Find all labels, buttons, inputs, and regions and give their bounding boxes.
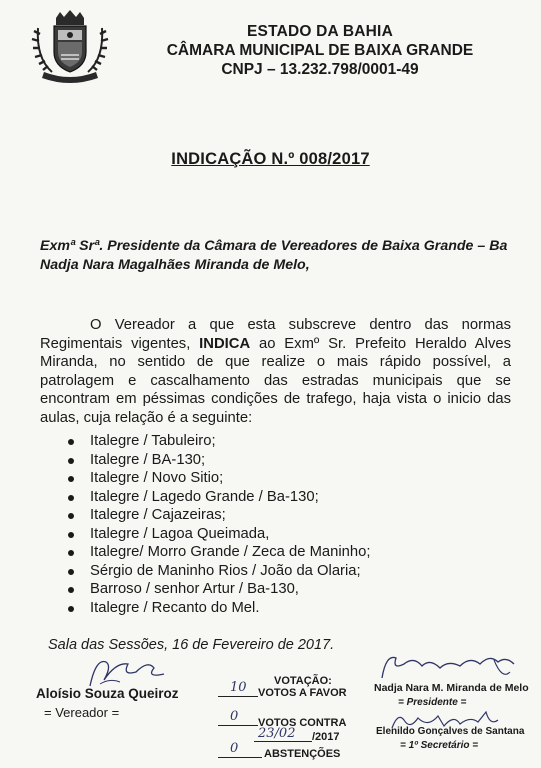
list-item: Italegre / Cajazeiras; — [64, 506, 484, 525]
vote-date-year: /2017 — [312, 731, 340, 743]
bullet-icon — [68, 513, 74, 519]
chamber-name: CÂMARA MUNICIPAL DE BAIXA GRANDE — [166, 42, 474, 59]
road-list — [64, 432, 484, 617]
bullet-icon — [68, 439, 74, 445]
voting-title: VOTAÇÃO: — [274, 675, 332, 687]
list-item: Italegre / BA-130; — [64, 451, 484, 470]
bullet-icon — [68, 495, 74, 501]
votes-abst-label: ABSTENÇÕES — [264, 748, 341, 760]
votes-abst-value: 0 — [230, 741, 239, 756]
state-name: ESTADO DA BAHIA — [247, 23, 393, 40]
favor-line — [218, 696, 258, 697]
list-item: Italegre / Lagoa Queimada, — [64, 525, 484, 544]
addressee-line-1: Exmª Srª. Presidente da Câmara de Vereadores de Baixa Grande – Ba — [40, 238, 508, 254]
bullet-icon — [68, 569, 74, 575]
votes-contra-label: VOTOS CONTRA — [258, 717, 347, 729]
votes-favor-label: VOTOS A FAVOR — [258, 687, 347, 699]
bullet-icon — [68, 476, 74, 482]
list-item: Sérgio de Maninho Rios / João da Olaria; — [64, 562, 484, 581]
list-item: Barroso / senhor Artur / Ba-130, — [64, 580, 484, 599]
author-name: Aloísio Souza Queiroz — [36, 686, 179, 701]
session-date: Sala das Sessões, 16 de Fevereiro de 2017. — [48, 637, 335, 653]
votes-contra-value: 0 — [230, 709, 239, 724]
coat-of-arms-icon — [28, 10, 112, 84]
list-item: Italegre / Recanto do Mel. — [64, 599, 484, 618]
contra-line — [218, 725, 258, 726]
vote-date-handwritten: 23/02 — [258, 726, 296, 741]
body-text-2: ao Exmº Sr. Prefeito Heraldo Alves Miranda, no sentido de que realize o mais rápido possível, a patrolagem e cascalhamento das estradas municipais que se encontram em péssimas condições de trafego, haja vista o inicio das aulas, cuja relação é a seguinte: — [40, 335, 511, 426]
author-role: = Vereador = — [44, 705, 120, 720]
bullet-icon — [68, 606, 74, 612]
bullet-icon — [68, 550, 74, 556]
list-item: Italegre/ Morro Grande / Zeca de Maninho; — [64, 543, 484, 562]
president-name: Nadja Nara M. Miranda de Melo — [374, 682, 529, 694]
secretary-role: = 1º Secretário = — [400, 740, 479, 751]
cnpj: CNPJ – 13.232.798/0001-49 — [221, 61, 419, 78]
bullet-icon — [68, 532, 74, 538]
list-item: Italegre / Novo Sitio; — [64, 469, 484, 488]
bullet-icon — [68, 587, 74, 593]
votes-favor-value: 10 — [230, 680, 247, 695]
letterhead — [120, 22, 520, 79]
secretary-name: Elenildo Gonçalves de Santana — [376, 726, 525, 737]
bullet-icon — [68, 458, 74, 464]
president-signature-icon — [374, 650, 534, 686]
body-paragraph — [40, 316, 511, 428]
list-item: Italegre / Tabuleiro; — [64, 432, 484, 451]
addressee-line-2: Nadja Nara Magalhães Miranda de Melo, — [40, 257, 310, 273]
president-role: = Presidente = — [398, 697, 467, 708]
list-item: Italegre / Lagedo Grande / Ba-130; — [64, 488, 484, 507]
body-text-1: O Vereador a que esta subscreve dentro das normas Regimentais vigentes, — [40, 317, 511, 352]
addressee — [40, 237, 510, 275]
abst-line — [218, 757, 262, 758]
body-indica: INDICA — [199, 335, 251, 352]
date-line — [254, 741, 312, 742]
document-title: INDICAÇÃO N.º 008/2017 — [171, 150, 370, 168]
